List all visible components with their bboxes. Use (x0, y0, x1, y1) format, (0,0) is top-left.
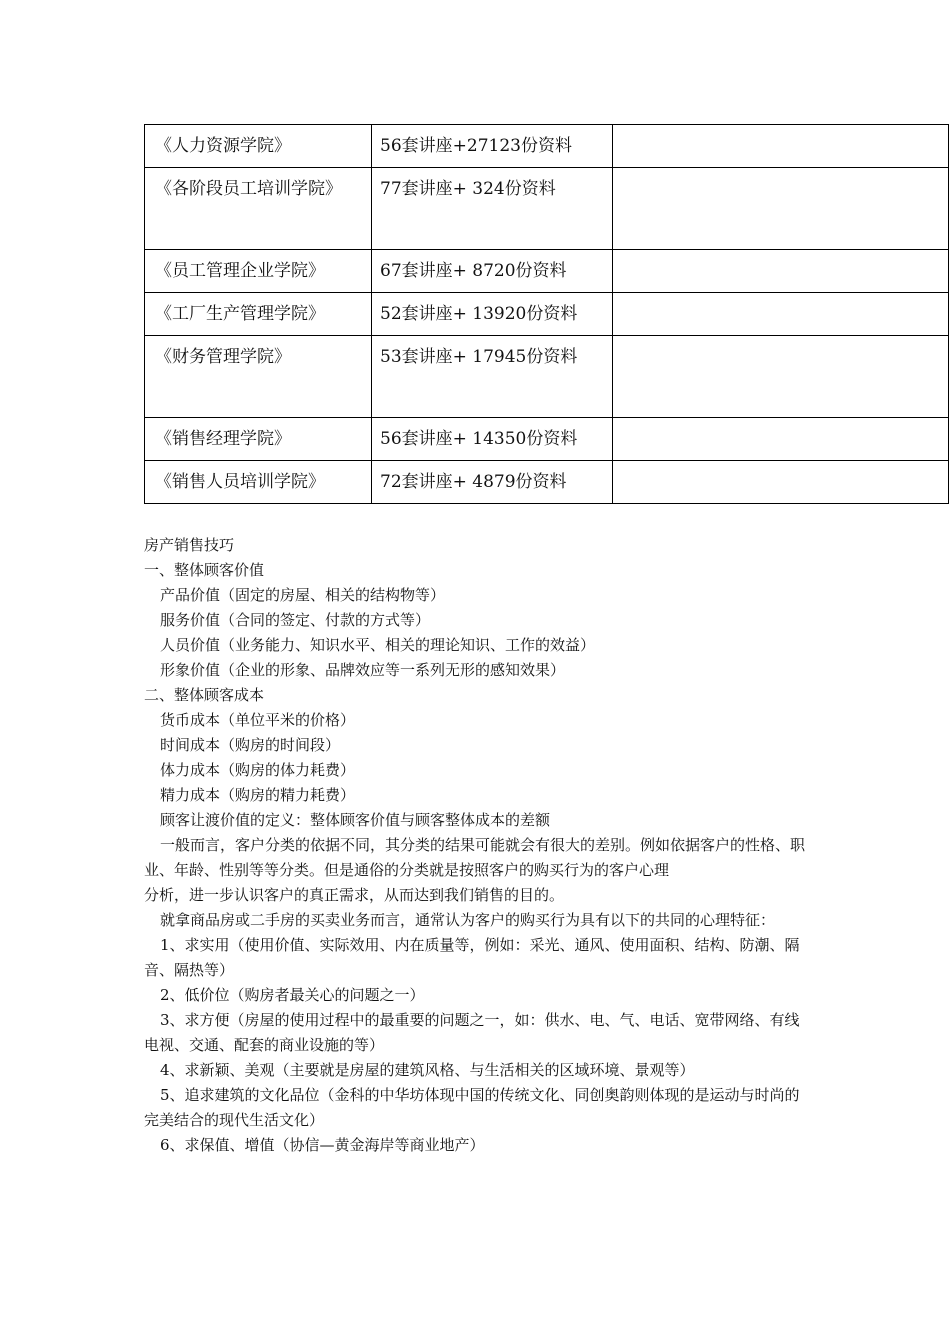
paragraph: 就拿商品房或二手房的买卖业务而言，通常认为客户的购买行为具有以下的共同的心理特征： (160, 911, 776, 929)
list-item: 2、低价位（购房者最关心的问题之一） (160, 986, 425, 1004)
table-cell-extra (613, 168, 949, 250)
table-row (145, 168, 949, 250)
article-title: 房产销售技巧 (144, 536, 235, 554)
table-cell-extra (613, 125, 949, 168)
table-cell-name: 《财务管理学院》 (145, 336, 372, 418)
table-cell-name: 《销售经理学院》 (145, 418, 372, 461)
table-cell-name: 《人力资源学院》 (145, 125, 372, 168)
table-cell-info: 72套讲座+ 4879份资料 (372, 461, 613, 504)
table-cell-extra (613, 336, 949, 418)
table-cell-info: 56套讲座+ 14350份资料 (372, 418, 613, 461)
table-row (145, 293, 949, 336)
list-item: 4、求新颖、美观（主要就是房屋的建筑风格、与生活相关的区域环境、景观等） (160, 1061, 695, 1079)
list-item: 1、求实用（使用价值、实际效用、内在质量等，例如：采光、通风、使用面积、结构、防潮、隔音、隔热等） (144, 936, 800, 979)
table-cell-info: 52套讲座+ 13920份资料 (372, 293, 613, 336)
list-item: 3、求方便（房屋的使用过程中的最重要的问题之一，如：供水、电、气、电话、宽带网络、有线电视、交通、配套的商业设施的等） (144, 1011, 800, 1054)
table-row (145, 461, 949, 504)
list-item: 精力成本（购房的精力耗费） (160, 786, 356, 804)
list-item: 产品价值（固定的房屋、相关的结构物等） (160, 586, 446, 604)
table-cell-name: 《销售人员培训学院》 (145, 461, 372, 504)
list-item: 服务价值（合同的签定、付款的方式等） (160, 611, 431, 629)
list-item: 体力成本（购房的体力耗费） (160, 761, 356, 779)
table-cell-extra (613, 293, 949, 336)
list-item: 时间成本（购房的时间段） (160, 736, 341, 754)
table-cell-extra (613, 418, 949, 461)
table-cell-extra (613, 461, 949, 504)
paragraph: 一般而言，客户分类的依据不同，其分类的结果可能就会有很大的差别。例如依据客户的性格、职业、年龄、性别等等分类。但是通俗的分类就是按照客户的购买行为的客户心理 (144, 836, 806, 879)
article-body (144, 533, 808, 1158)
table-cell-info: 53套讲座+ 17945份资料 (372, 336, 613, 418)
table-cell-name: 《工厂生产管理学院》 (145, 293, 372, 336)
table-cell-info: 77套讲座+ 324份资料 (372, 168, 613, 250)
course-table (144, 124, 949, 504)
table-cell-name: 《员工管理企业学院》 (145, 250, 372, 293)
table-row (145, 250, 949, 293)
table-row (145, 125, 949, 168)
list-item: 6、求保值、增值（协信—黄金海岸等商业地产） (160, 1136, 485, 1154)
list-item: 顾客让渡价值的定义：整体顾客价值与顾客整体成本的差额 (160, 811, 551, 829)
table-cell-info: 56套讲座+27123份资料 (372, 125, 613, 168)
list-item: 形象价值（企业的形象、品牌效应等一系列无形的感知效果） (160, 661, 566, 679)
list-item: 人员价值（业务能力、知识水平、相关的理论知识、工作的效益） (160, 636, 596, 654)
section-heading: 一、整体顾客价值 (144, 561, 265, 579)
table-row (145, 336, 949, 418)
table-cell-info: 67套讲座+ 8720份资料 (372, 250, 613, 293)
table-row (145, 418, 949, 461)
list-item: 货币成本（单位平米的价格） (160, 711, 356, 729)
section-heading: 二、整体顾客成本 (144, 686, 265, 704)
paragraph: 分析，进一步认识客户的真正需求，从而达到我们销售的目的。 (144, 886, 565, 904)
table-cell-extra (613, 250, 949, 293)
list-item: 5、追求建筑的文化品位（金科的中华坊体现中国的传统文化、同创奥韵则体现的是运动与时尚的完美结合的现代生活文化） (144, 1086, 800, 1129)
table-cell-name: 《各阶段员工培训学院》 (145, 168, 372, 250)
